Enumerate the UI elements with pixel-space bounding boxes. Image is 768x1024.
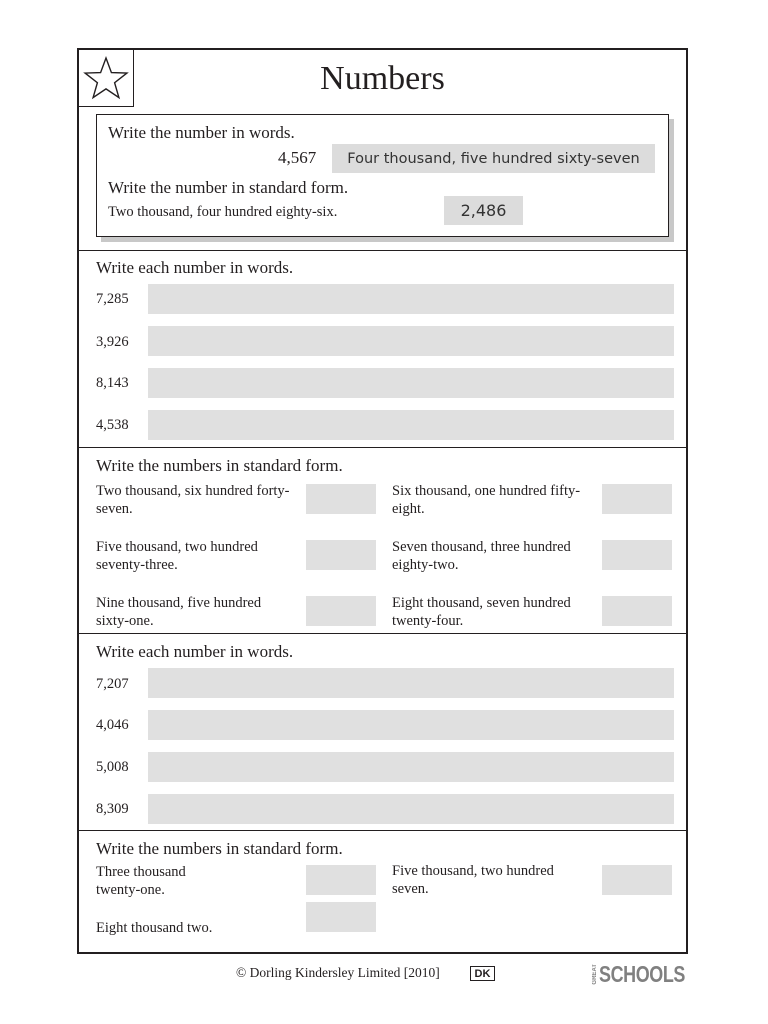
section3-title: Write each number in words. <box>96 642 294 661</box>
section1-number: 7,285 <box>96 291 129 307</box>
section2-answer-field[interactable] <box>602 596 672 626</box>
section3-answer-field[interactable] <box>148 794 674 824</box>
section4-phrase: Eight thousand two. <box>96 920 213 936</box>
section1-number: 3,926 <box>96 334 129 350</box>
section4-phrase: Three thousand twenty-one. <box>96 864 186 898</box>
worksheet <box>77 48 688 954</box>
section3-number: 7,207 <box>96 676 129 692</box>
section4-answer-field[interactable] <box>306 865 376 895</box>
section2-title: Write the numbers in standard form. <box>96 456 343 475</box>
section2-answer-field[interactable] <box>602 484 672 514</box>
dk-logo: DK <box>470 966 495 981</box>
divider <box>79 633 686 634</box>
section3-number: 8,309 <box>96 801 129 817</box>
section2-phrase: Eight thousand, seven hundred twenty-four. <box>392 595 571 629</box>
greatschools-logo-text: SCHOOLS <box>599 961 685 987</box>
example-number: 4,567 <box>278 148 317 167</box>
greatschools-logo-small: GREAT <box>592 964 598 985</box>
section2-phrase: Six thousand, one hundred fifty-eight. <box>392 483 581 517</box>
section1-answer-field[interactable] <box>148 284 674 314</box>
section2-phrase: Nine thousand, five hundred sixty-one. <box>96 595 262 629</box>
section1-answer-field[interactable] <box>148 368 674 398</box>
divider <box>79 250 686 251</box>
section4-title: Write the numbers in standard form. <box>96 839 343 858</box>
section3-number: 5,008 <box>96 759 129 775</box>
section3-answer-field[interactable] <box>148 668 674 698</box>
section1-answer-field[interactable] <box>148 410 674 440</box>
section2-answer-field[interactable] <box>306 484 376 514</box>
section2-phrase: Five thousand, two hundred seventy-three. <box>96 539 258 573</box>
divider <box>79 447 686 448</box>
example-phrase: Two thousand, four hundred eighty-six. <box>108 204 338 220</box>
section1-title: Write each number in words. <box>96 258 294 277</box>
example-phrase-answer: 2,486 <box>444 196 523 225</box>
divider <box>79 830 686 831</box>
example-number-answer: Four thousand, five hundred sixty-seven <box>332 144 655 173</box>
section2-phrase: Seven thousand, three hundred eighty-two. <box>392 539 571 573</box>
example-instruction-standard: Write the number in standard form. <box>108 178 349 197</box>
section2-answer-field[interactable] <box>306 540 376 570</box>
greatschools-logo <box>592 961 709 985</box>
section1-number: 4,538 <box>96 417 129 433</box>
section4-answer-field[interactable] <box>602 865 672 895</box>
example-instruction-words: Write the number in words. <box>108 123 295 142</box>
section1-answer-field[interactable] <box>148 326 674 356</box>
section2-answer-field[interactable] <box>306 596 376 626</box>
section4-answer-field[interactable] <box>306 902 376 932</box>
section2-phrase: Two thousand, six hundred forty-seven. <box>96 483 290 517</box>
section3-answer-field[interactable] <box>148 752 674 782</box>
section3-number: 4,046 <box>96 717 129 733</box>
section2-answer-field[interactable] <box>602 540 672 570</box>
section1-number: 8,143 <box>96 375 129 391</box>
section4-phrase: Five thousand, two hundred seven. <box>392 863 554 897</box>
page-title: Numbers <box>320 60 445 97</box>
example-box <box>96 114 669 237</box>
footer <box>0 961 768 987</box>
copyright-text: © Dorling Kindersley Limited [2010] <box>236 965 440 980</box>
section3-answer-field[interactable] <box>148 710 674 740</box>
